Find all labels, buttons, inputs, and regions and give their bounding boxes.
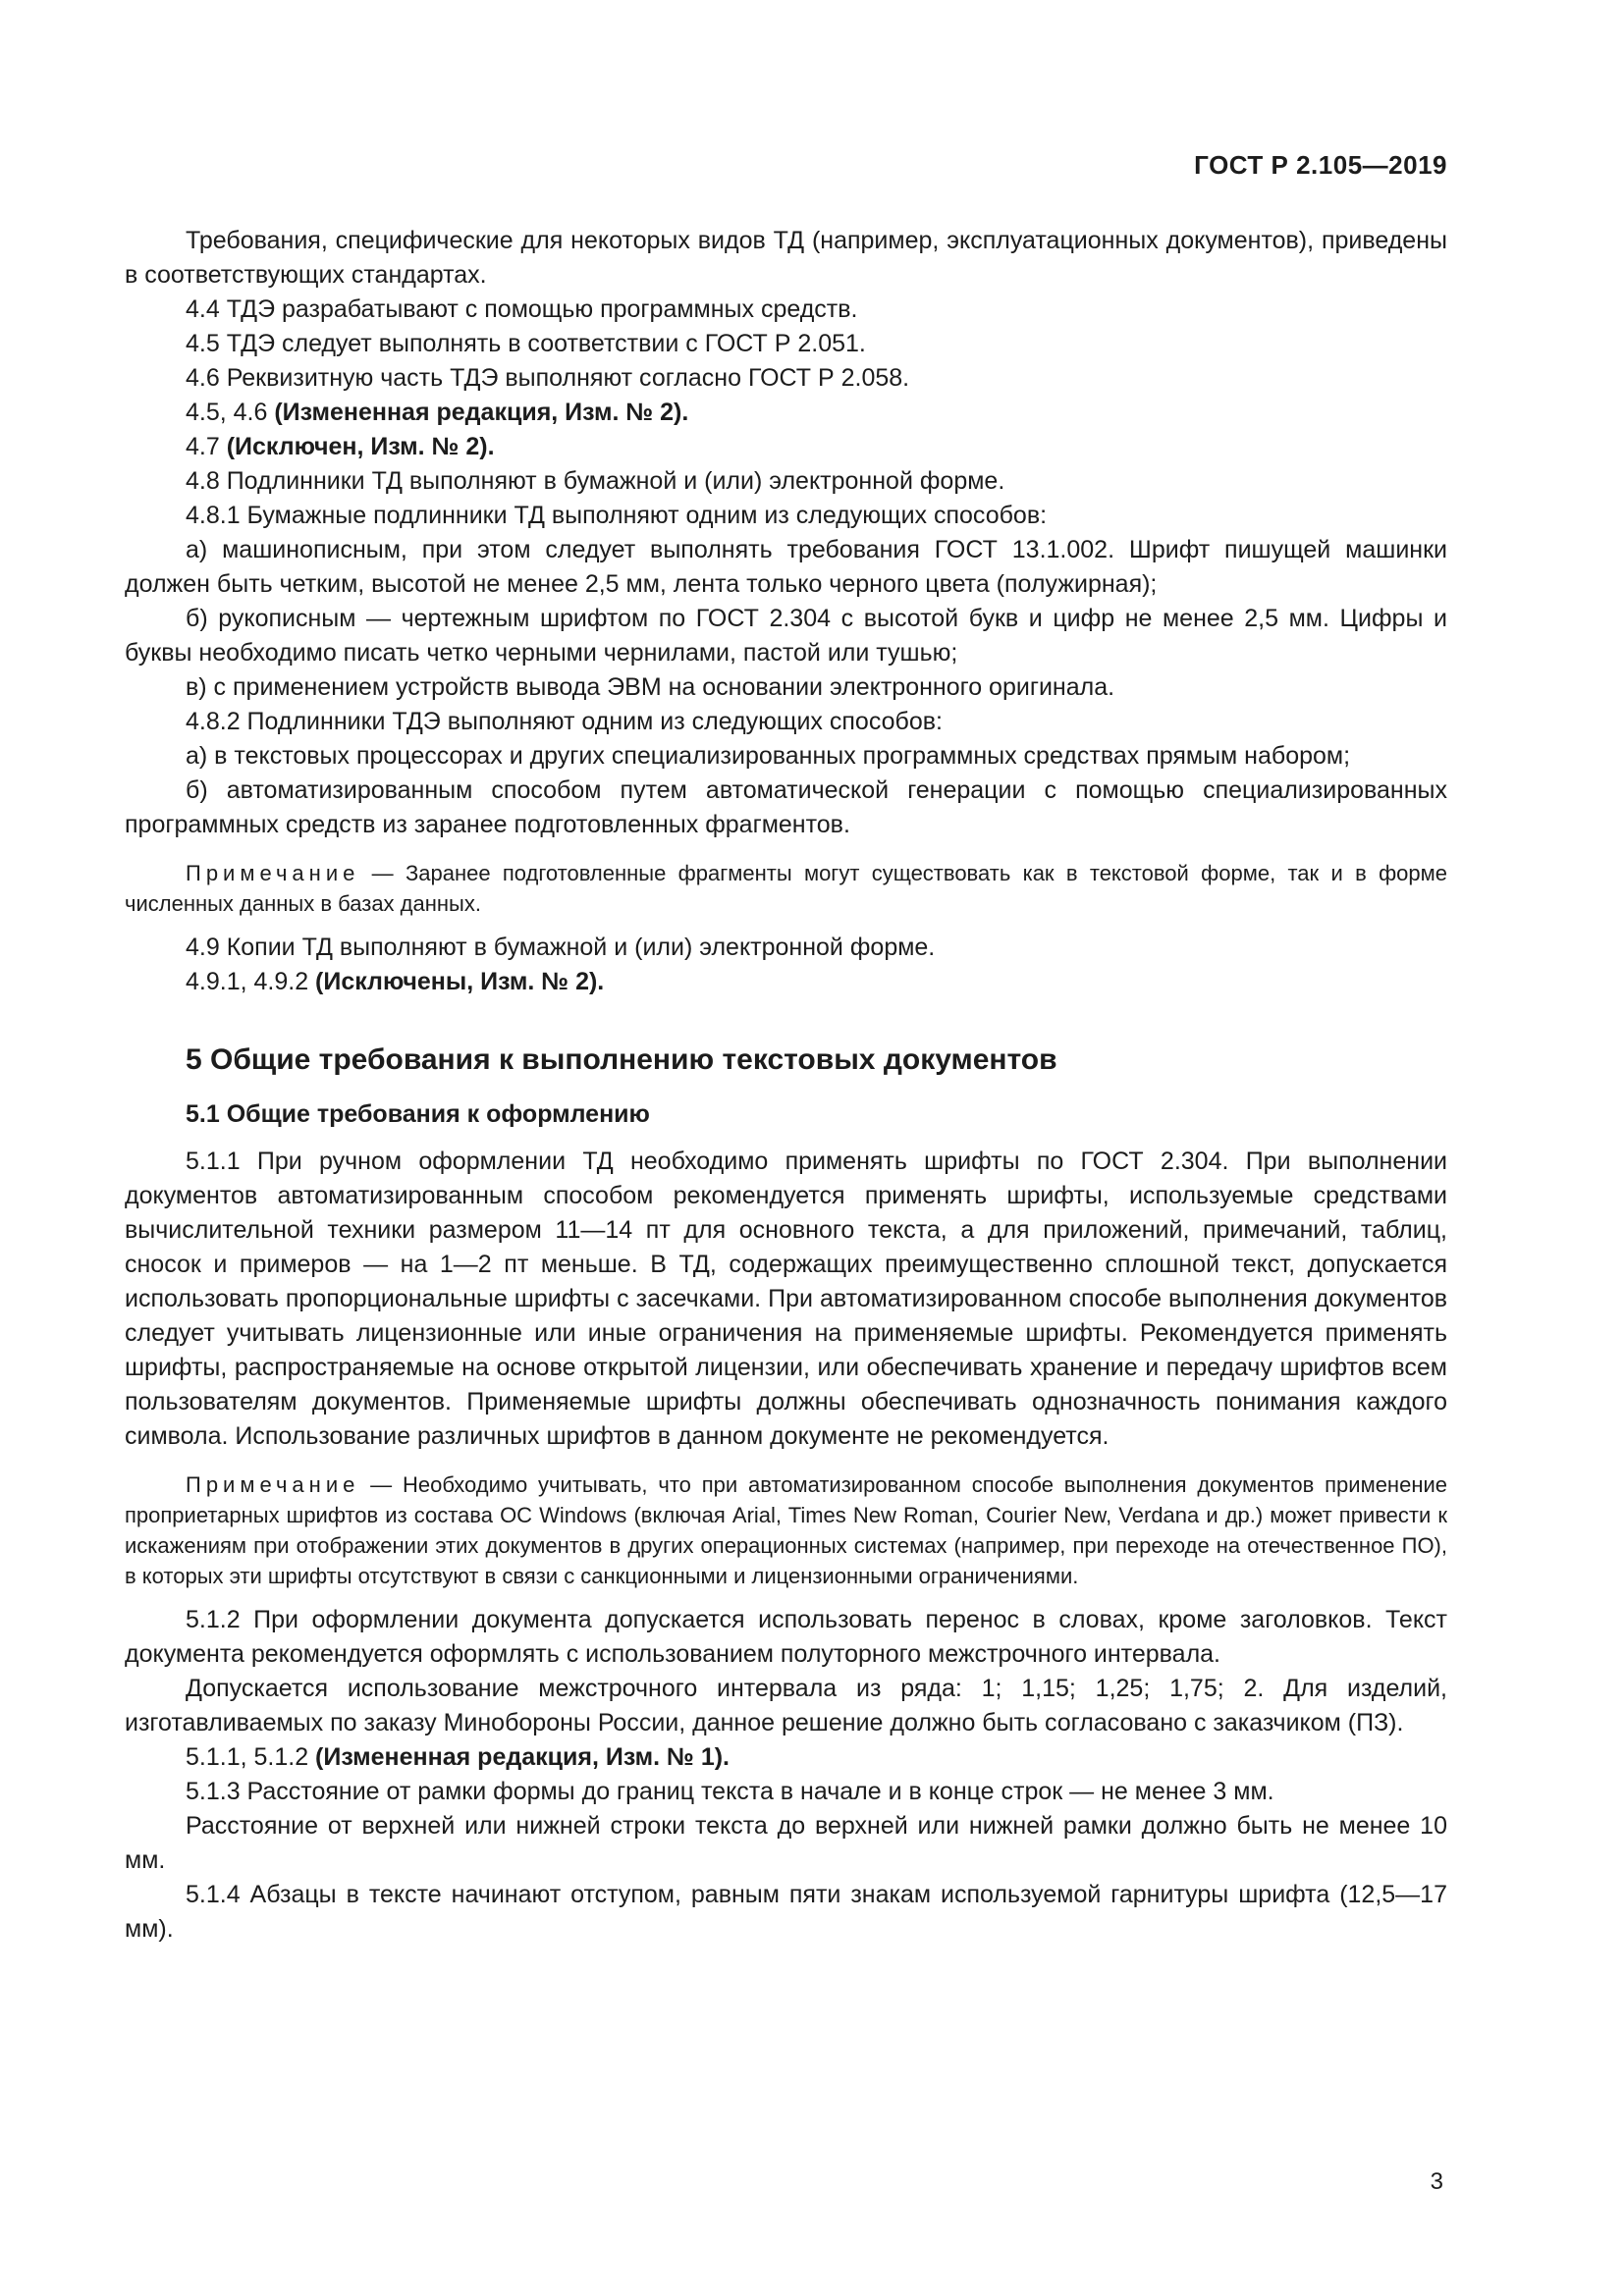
clause-4-7 [125, 430, 1447, 464]
amendment-note: (Исключены, Изм. № 2). [315, 968, 605, 995]
clause-4-4: 4.4 ТДЭ разрабатывают с помощью программных средств. [186, 295, 858, 323]
clause-4-5: 4.5 ТДЭ следует выполнять в соответствии с ГОСТ Р 2.051. [186, 330, 866, 357]
amendment-note: (Измененная редакция, Изм. № 1). [315, 1743, 731, 1771]
clause-5-1-3: 5.1.3 Расстояние от рамки формы до границ текста в начале и в конце строк — не менее 3 мм. [186, 1778, 1274, 1805]
clause-4-8-2-b: б) автоматизированным способом путем автоматической генерации с помощью специализированных программных средств из заранее подготовленных фрагментов. [125, 776, 1447, 838]
clause-number: 4.9.1, 4.9.2 [186, 968, 316, 995]
subsection-5-1-title: 5.1 Общие требования к оформлению [186, 1100, 650, 1128]
clause-5-1-2-continued: Допускается использование межстрочного интервала из ряда: 1; 1,15; 1,25; 1,75; 2. Для изделий, изготавливаемых по заказу Минобороны России, данное решение должно быть согласовано с заказчиком (ПЗ). [125, 1675, 1447, 1736]
clause-number: 4.7 [186, 433, 227, 460]
clause-4-9-1-4-9-2 [125, 965, 1447, 999]
clause-4-8: 4.8 Подлинники ТД выполняют в бумажной и (или) электронной форме. [186, 467, 1005, 495]
clause-5-1-1-5-1-2-amendment [125, 1740, 1447, 1775]
clause-4-8-2: 4.8.2 Подлинники ТДЭ выполняют одним из следующих способов: [186, 708, 943, 735]
clause-4-5-4-6-amendment [125, 396, 1447, 430]
page-number: 3 [1430, 2168, 1443, 2195]
clause-4-9: 4.9 Копии ТД выполняют в бумажной и (или) электронной форме. [186, 934, 936, 961]
clause-4-8-2-a: а) в текстовых процессорах и других специализированных программных средствах прямым набором; [186, 742, 1351, 770]
clause-number: 4.5, 4.6 [186, 399, 275, 426]
clause-5-1-4: 5.1.4 Абзацы в тексте начинают отступом, равным пяти знакам используемой гарнитуры шрифта (12,5—17 мм). [125, 1881, 1447, 1943]
clause-5-1-2: 5.1.2 При оформлении документа допускается использовать перенос в словах, кроме заголовков. Текст документа рекомендуется оформлять с использованием полуторного межстрочного интервала. [125, 1606, 1447, 1668]
clause-4-8-1-c: в) с применением устройств вывода ЭВМ на основании электронного оригинала. [186, 673, 1115, 701]
section-5-title: 5 Общие требования к выполнению текстовых документов [186, 1043, 1057, 1076]
clause-4-8-1-a: а) машинописным, при этом следует выполнять требования ГОСТ 13.1.002. Шрифт пишущей машинки должен быть четким, высотой не менее 2,5 мм, лента только черного цвета (полужирная); [125, 536, 1447, 598]
note-2 [125, 1469, 1447, 1591]
note-1 [125, 858, 1447, 919]
amendment-note: (Исключен, Изм. № 2). [226, 433, 495, 460]
clause-4-8-1: 4.8.1 Бумажные подлинники ТД выполняют одним из следующих способов: [186, 502, 1048, 529]
note-text: — Необходимо учитывать, что при автоматизированном способе выполнения документов применение проприетарных шрифтов из состава ОС Windows (включая Arial, Times New Roman, Courier New, Verdana и др.) может привести к искажениям при отображении этих документов в других операционных системах (например, при переходе на отечественное ПО), в которых эти шрифты отсутствуют в связи с санкционными и лицензионными ограничениями. [125, 1472, 1447, 1588]
clause-5-1-3-continued: Расстояние от верхней или нижней строки текста до верхней или нижней рамки должно быть не менее 10 мм. [125, 1812, 1447, 1874]
amendment-note: (Измененная редакция, Изм. № 2). [274, 399, 689, 426]
standard-header: ГОСТ Р 2.105—2019 [1194, 150, 1447, 180]
note-text: — Заранее подготовленные фрагменты могут существовать как в текстовой форме, так и в форме численных данных в базах данных. [125, 861, 1447, 916]
clause-5-1-1: 5.1.1 При ручном оформлении ТД необходимо применять шрифты по ГОСТ 2.304. При выполнении документов автоматизированным способом рекомендуется применять шрифты, используемые средствами вычислительной техники размером 11—14 пт для основного текста, а для приложений, примечаний, таблиц, сносок и примеров — на 1—2 пт меньше. В ТД, содержащих преимущественно сплошной текст, допускается использовать пропорциональные шрифты с засечками. При автоматизированном способе выполнения документов следует учитывать лицензионные или иные ограничения на применяемые шрифты. Рекомендуется применять шрифты, распространяемые на основе открытой лицензии, или обеспечивать хранение и передачу шрифтов всем пользователям документов. Применяемые шрифты должны обеспечивать однозначность понимания каждого символа. Использование различных шрифтов в данном документе не рекомендуется. [125, 1148, 1447, 1450]
note-label: Примечание [186, 861, 360, 885]
note-label: Примечание [186, 1472, 360, 1497]
intro-paragraph: Требования, специфические для некоторых видов ТД (например, эксплуатационных документов), приведены в соответствующих стандартах. [125, 227, 1447, 289]
clause-number: 5.1.1, 5.1.2 [186, 1743, 316, 1771]
clause-4-8-1-b: б) рукописным — чертежным шрифтом по ГОСТ 2.304 с высотой букв и цифр не менее 2,5 мм. Цифры и буквы необходимо писать четко черными чернилами, пастой или тушью; [125, 605, 1447, 667]
clause-4-6: 4.6 Реквизитную часть ТДЭ выполняют согласно ГОСТ Р 2.058. [186, 364, 910, 392]
page-content [125, 224, 1447, 1947]
